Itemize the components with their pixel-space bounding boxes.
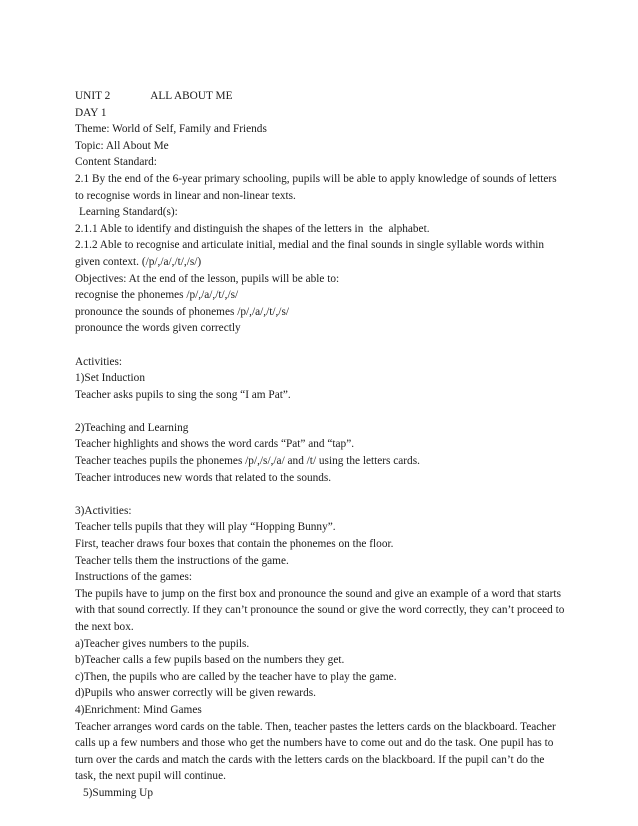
teaching-line: Teacher highlights and shows the word cards “Pat” and “tap”.	[75, 438, 355, 451]
summing-up-title: 5)Summing Up	[83, 786, 153, 799]
step-item: a)Teacher gives numbers to the pupils.	[75, 637, 250, 650]
day-label: DAY 1	[75, 106, 107, 119]
enrichment-title: 4)Enrichment: Mind Games	[75, 703, 202, 716]
set-induction-text: Teacher asks pupils to sing the song “I am Pat”.	[75, 388, 291, 401]
set-induction-title: 1)Set Induction	[75, 372, 145, 385]
unit-heading	[75, 88, 565, 105]
activities-section-title: 3)Activities:	[75, 504, 132, 517]
step-item: d)Pupils who answer correctly will be given rewards.	[75, 687, 316, 700]
step-item: c)Then, the pupils who are called by the teacher have to play the game.	[75, 670, 397, 683]
objective-item: recognise the phonemes /p/,/a/,/t/,/s/	[75, 289, 239, 302]
enrichment-paragraph: Teacher arranges word cards on the table. Then, teacher pastes the letters cards on the blackboard. Teacher calls up a few numbers and those who get the numbers have to come out and do the task. One pupil has to turn over the cards and match the cards with the letters cards on the blackboard. If the pupil can’t do the task, the next pupil will continue.	[75, 720, 556, 783]
objectives-label: Objectives: At the end of the lesson, pupils will be able to:	[75, 272, 340, 285]
topic-line: Topic: All About Me	[75, 139, 169, 152]
activities-label: Activities:	[75, 355, 123, 368]
teaching-learning-title: 2)Teaching and Learning	[75, 421, 189, 434]
teaching-line: Teacher introduces new words that related to the sounds.	[75, 471, 332, 484]
unit-number: UNIT 2	[75, 90, 111, 102]
step-item: b)Teacher calls a few pupils based on the numbers they get.	[75, 654, 345, 667]
learning-standard-1: 2.1.1 Able to identify and distinguish the shapes of the letters in the alphabet.	[75, 222, 430, 235]
content-standard-text: 2.1 By the end of the 6-year primary schooling, pupils will be able to apply knowledge of sounds of letters to recognise words in linear and non-linear texts.	[75, 172, 557, 202]
activity-line: Teacher tells pupils that they will play “Hopping Bunny”.	[75, 521, 336, 534]
lesson-plan-body	[75, 88, 565, 802]
objective-item: pronounce the words given correctly	[75, 322, 241, 335]
unit-title: ALL ABOUT ME	[150, 90, 233, 102]
objective-item: pronounce the sounds of phonemes /p/,/a/,/t/,/s/	[75, 305, 289, 318]
activity-line: Teacher tells them the instructions of the game.	[75, 554, 289, 567]
activity-line: First, teacher draws four boxes that contain the phonemes on the floor.	[75, 538, 394, 551]
learning-standard-label: Learning Standard(s):	[79, 206, 178, 219]
theme-line: Theme: World of Self, Family and Friends	[75, 123, 267, 136]
teaching-line: Teacher teaches pupils the phonemes /p/,/s/,/a/ and /t/ using the letters cards.	[75, 455, 420, 468]
learning-standard-2: 2.1.2 Able to recognise and articulate initial, medial and the final sounds in single syllable words within given context. (/p/,/a/,/t/,/s/)	[75, 239, 545, 268]
game-instructions-paragraph: The pupils have to jump on the first box and pronounce the sound and give an example of a word that starts with that sound correctly. If they can’t pronounce the sound or give the word correctly, they can’t proceed to the next box.	[75, 587, 565, 633]
activity-line: Instructions of the games:	[75, 571, 193, 584]
content-standard-label: Content Standard:	[75, 156, 157, 169]
